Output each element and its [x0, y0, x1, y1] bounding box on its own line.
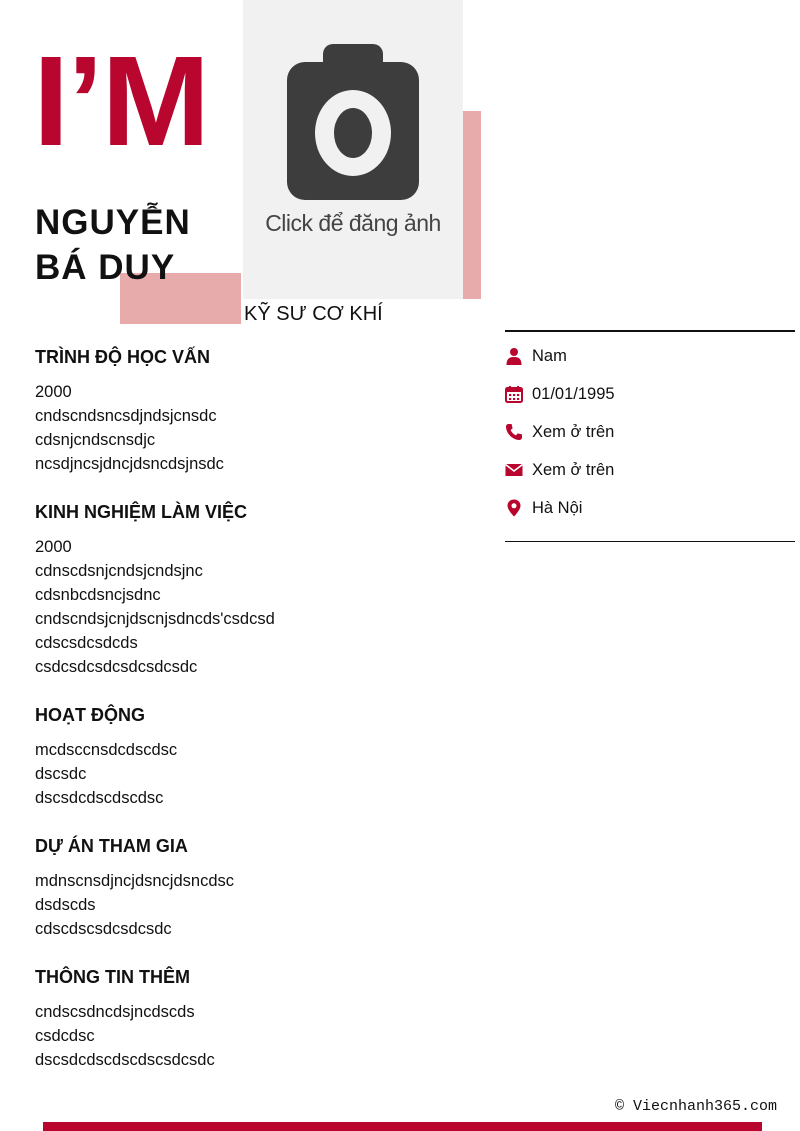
- phone-value: Xem ở trên: [532, 422, 615, 441]
- section-line: cdscsdcsdcds: [35, 634, 138, 652]
- section-heading: THÔNG TIN THÊM: [35, 967, 190, 987]
- birthday-value: 01/01/1995: [532, 384, 615, 403]
- person-icon: [505, 347, 523, 365]
- section-heading: HOẠT ĐỘNG: [35, 705, 145, 725]
- section-line: mcdsccnsdcdscdsc: [35, 741, 178, 759]
- copyright-text: © Viecnhanh365.com: [615, 1098, 778, 1115]
- section-line: csdcsdcsdcsdcsdcsdc: [35, 658, 198, 676]
- section-line: cdscdscsdcsdcsdc: [35, 920, 172, 938]
- info-gender: [505, 344, 567, 368]
- calendar-icon: [505, 385, 523, 403]
- info-phone: [505, 420, 614, 444]
- photo-upload[interactable]: [243, 0, 463, 299]
- section-line: dscsdcdscdscdsc: [35, 789, 164, 807]
- section-line: dsdscds: [35, 896, 96, 914]
- personal-info-panel: [505, 330, 795, 542]
- section-experience: [35, 500, 485, 679]
- photo-upload-label: Click để đăng ảnh: [265, 210, 441, 236]
- section-heading: DỰ ÁN THAM GIA: [35, 836, 188, 856]
- section-line: cdsnjcndscnsdjc: [35, 431, 156, 449]
- section-line: mdnscnsdjncjdsncjdsncdsc: [35, 872, 235, 890]
- sections-column: [35, 345, 485, 1096]
- full-name: NGUYỄN BÁ DUY: [35, 203, 191, 287]
- section-line: 2000: [35, 383, 72, 401]
- envelope-icon: [505, 461, 523, 479]
- section-heading: TRÌNH ĐỘ HỌC VẤN: [35, 347, 210, 367]
- info-address: [505, 496, 582, 520]
- section-line: csdcdsc: [35, 1027, 95, 1045]
- section-line: cndscsdncdsjncdscds: [35, 1003, 195, 1021]
- section-activities: [35, 703, 485, 810]
- info-email: [505, 458, 614, 482]
- section-heading: KINH NGHIỆM LÀM VIỆC: [35, 502, 248, 522]
- intro-title: I’M: [33, 30, 209, 173]
- map-pin-icon: [505, 499, 523, 517]
- section-additional-info: [35, 965, 485, 1072]
- section-line: dscsdc: [35, 765, 87, 783]
- phone-icon: [505, 423, 523, 441]
- gender-value: Nam: [532, 346, 567, 365]
- section-line: cdsnbcdsncjsdnc: [35, 586, 161, 604]
- info-birthday: [505, 382, 615, 406]
- section-line: 2000: [35, 538, 72, 556]
- job-title: KỸ SƯ CƠ KHÍ: [244, 303, 383, 325]
- camera-icon: [287, 44, 419, 200]
- section-projects: [35, 834, 485, 941]
- section-line: dscsdcdscdscdscsdcsdc: [35, 1051, 215, 1069]
- section-line: cndscndsncsdjndsjcnsdc: [35, 407, 217, 425]
- section-line: cdnscdsnjcndsjcndsjnc: [35, 562, 203, 580]
- email-value: Xem ở trên: [532, 460, 615, 479]
- section-line: cndscndsjcnjdscnjsdncds'csdcsd: [35, 610, 275, 628]
- section-line: ncsdjncsjdncjdsncdsjnsdc: [35, 455, 224, 473]
- decorative-block: [463, 111, 481, 299]
- section-education: [35, 345, 485, 476]
- address-value: Hà Nội: [532, 498, 583, 517]
- footer-bar: [43, 1122, 762, 1131]
